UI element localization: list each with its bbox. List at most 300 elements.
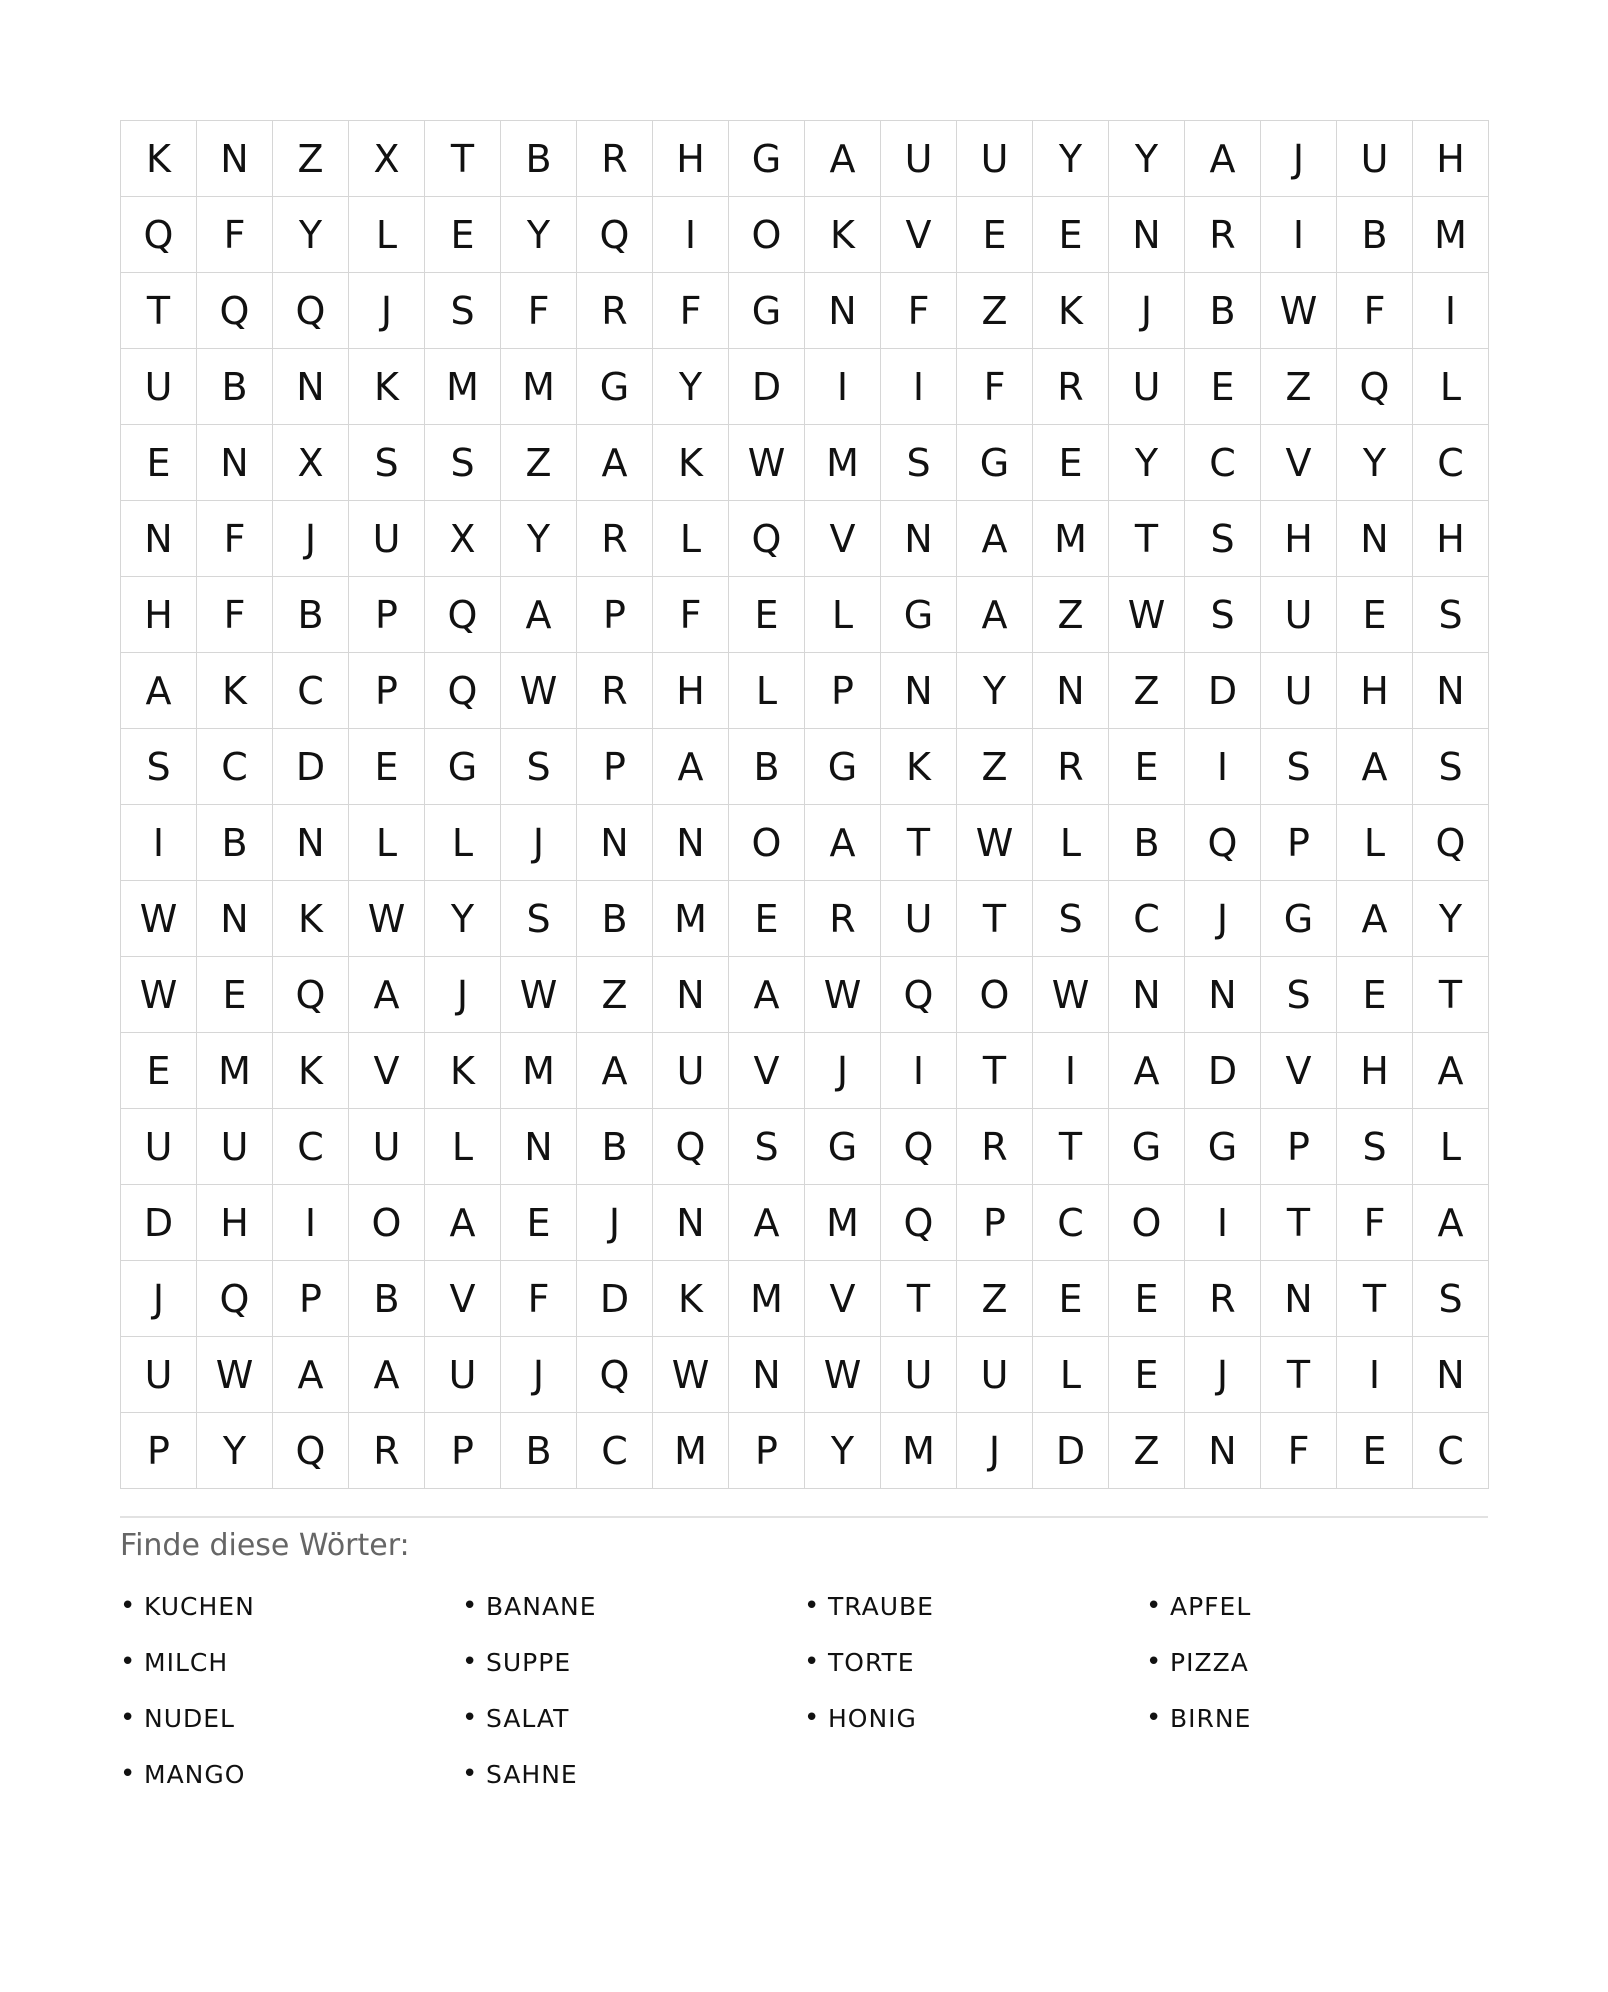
- grid-cell[interactable]: S: [729, 1109, 805, 1185]
- grid-cell[interactable]: Y: [805, 1413, 881, 1489]
- grid-cell[interactable]: P: [1261, 1109, 1337, 1185]
- grid-cell[interactable]: E: [349, 729, 425, 805]
- grid-cell[interactable]: H: [197, 1185, 273, 1261]
- grid-cell[interactable]: T: [957, 1033, 1033, 1109]
- grid-cell[interactable]: H: [653, 653, 729, 729]
- grid-cell[interactable]: A: [349, 1337, 425, 1413]
- grid-cell[interactable]: W: [729, 425, 805, 501]
- grid-cell[interactable]: Q: [577, 1337, 653, 1413]
- grid-cell[interactable]: B: [501, 121, 577, 197]
- grid-cell[interactable]: A: [577, 425, 653, 501]
- grid-cell[interactable]: F: [653, 577, 729, 653]
- grid-cell[interactable]: E: [1033, 197, 1109, 273]
- grid-cell[interactable]: W: [805, 1337, 881, 1413]
- grid-cell[interactable]: G: [729, 121, 805, 197]
- grid-cell[interactable]: Y: [1337, 425, 1413, 501]
- grid-cell[interactable]: L: [1413, 349, 1489, 425]
- grid-cell[interactable]: U: [121, 1109, 197, 1185]
- grid-cell[interactable]: D: [577, 1261, 653, 1337]
- grid-cell[interactable]: G: [881, 577, 957, 653]
- grid-cell[interactable]: R: [805, 881, 881, 957]
- grid-cell[interactable]: E: [957, 197, 1033, 273]
- grid-cell[interactable]: M: [653, 881, 729, 957]
- grid-cell[interactable]: W: [349, 881, 425, 957]
- grid-cell[interactable]: N: [881, 501, 957, 577]
- grid-cell[interactable]: X: [349, 121, 425, 197]
- grid-cell[interactable]: B: [197, 349, 273, 425]
- grid-cell[interactable]: C: [1185, 425, 1261, 501]
- grid-cell[interactable]: M: [653, 1413, 729, 1489]
- grid-cell[interactable]: T: [957, 881, 1033, 957]
- grid-cell[interactable]: Y: [1413, 881, 1489, 957]
- grid-cell[interactable]: N: [653, 957, 729, 1033]
- grid-cell[interactable]: T: [1109, 501, 1185, 577]
- grid-cell[interactable]: L: [1413, 1109, 1489, 1185]
- grid-cell[interactable]: M: [197, 1033, 273, 1109]
- grid-cell[interactable]: L: [1033, 1337, 1109, 1413]
- grid-cell[interactable]: I: [1337, 1337, 1413, 1413]
- grid-cell[interactable]: S: [1413, 577, 1489, 653]
- grid-cell[interactable]: P: [1261, 805, 1337, 881]
- grid-cell[interactable]: J: [1185, 881, 1261, 957]
- grid-cell[interactable]: R: [1185, 1261, 1261, 1337]
- grid-cell[interactable]: E: [1337, 577, 1413, 653]
- grid-cell[interactable]: K: [273, 881, 349, 957]
- grid-cell[interactable]: B: [1337, 197, 1413, 273]
- grid-cell[interactable]: V: [805, 1261, 881, 1337]
- grid-cell[interactable]: O: [1109, 1185, 1185, 1261]
- grid-cell[interactable]: U: [121, 1337, 197, 1413]
- grid-cell[interactable]: E: [729, 881, 805, 957]
- grid-cell[interactable]: I: [805, 349, 881, 425]
- grid-cell[interactable]: C: [1413, 1413, 1489, 1489]
- grid-cell[interactable]: D: [121, 1185, 197, 1261]
- grid-cell[interactable]: B: [1185, 273, 1261, 349]
- grid-cell[interactable]: J: [501, 805, 577, 881]
- grid-cell[interactable]: R: [577, 501, 653, 577]
- grid-cell[interactable]: N: [653, 805, 729, 881]
- grid-cell[interactable]: V: [1261, 425, 1337, 501]
- grid-cell[interactable]: G: [957, 425, 1033, 501]
- grid-cell[interactable]: D: [1185, 1033, 1261, 1109]
- grid-cell[interactable]: Y: [653, 349, 729, 425]
- grid-cell[interactable]: J: [1109, 273, 1185, 349]
- grid-cell[interactable]: O: [729, 805, 805, 881]
- grid-cell[interactable]: Q: [881, 957, 957, 1033]
- grid-cell[interactable]: E: [1109, 729, 1185, 805]
- grid-cell[interactable]: D: [273, 729, 349, 805]
- grid-cell[interactable]: U: [349, 1109, 425, 1185]
- grid-cell[interactable]: N: [729, 1337, 805, 1413]
- grid-cell[interactable]: N: [501, 1109, 577, 1185]
- grid-cell[interactable]: A: [957, 501, 1033, 577]
- grid-cell[interactable]: H: [1337, 653, 1413, 729]
- grid-cell[interactable]: Q: [653, 1109, 729, 1185]
- grid-cell[interactable]: P: [805, 653, 881, 729]
- grid-cell[interactable]: I: [1033, 1033, 1109, 1109]
- grid-cell[interactable]: B: [501, 1413, 577, 1489]
- grid-cell[interactable]: L: [653, 501, 729, 577]
- grid-cell[interactable]: R: [1185, 197, 1261, 273]
- grid-cell[interactable]: A: [1337, 729, 1413, 805]
- grid-cell[interactable]: J: [1261, 121, 1337, 197]
- grid-cell[interactable]: U: [197, 1109, 273, 1185]
- grid-cell[interactable]: W: [121, 957, 197, 1033]
- grid-cell[interactable]: Y: [501, 197, 577, 273]
- grid-cell[interactable]: S: [349, 425, 425, 501]
- grid-cell[interactable]: Q: [1337, 349, 1413, 425]
- grid-cell[interactable]: A: [805, 805, 881, 881]
- grid-cell[interactable]: S: [1033, 881, 1109, 957]
- grid-cell[interactable]: K: [805, 197, 881, 273]
- grid-cell[interactable]: S: [1413, 1261, 1489, 1337]
- grid-cell[interactable]: D: [1033, 1413, 1109, 1489]
- grid-cell[interactable]: Z: [957, 1261, 1033, 1337]
- grid-cell[interactable]: F: [197, 577, 273, 653]
- grid-cell[interactable]: P: [957, 1185, 1033, 1261]
- grid-cell[interactable]: D: [1185, 653, 1261, 729]
- grid-cell[interactable]: I: [881, 349, 957, 425]
- grid-cell[interactable]: Q: [881, 1185, 957, 1261]
- grid-cell[interactable]: G: [729, 273, 805, 349]
- grid-cell[interactable]: O: [729, 197, 805, 273]
- grid-cell[interactable]: Z: [1261, 349, 1337, 425]
- grid-cell[interactable]: N: [1261, 1261, 1337, 1337]
- grid-cell[interactable]: W: [805, 957, 881, 1033]
- grid-cell[interactable]: U: [121, 349, 197, 425]
- grid-cell[interactable]: M: [805, 1185, 881, 1261]
- grid-cell[interactable]: A: [1337, 881, 1413, 957]
- grid-cell[interactable]: Q: [425, 577, 501, 653]
- grid-cell[interactable]: N: [273, 805, 349, 881]
- grid-cell[interactable]: E: [1109, 1261, 1185, 1337]
- grid-cell[interactable]: U: [881, 881, 957, 957]
- grid-cell[interactable]: K: [121, 121, 197, 197]
- grid-cell[interactable]: Q: [1413, 805, 1489, 881]
- grid-cell[interactable]: Q: [881, 1109, 957, 1185]
- grid-cell[interactable]: N: [1185, 1413, 1261, 1489]
- grid-cell[interactable]: A: [653, 729, 729, 805]
- grid-cell[interactable]: Q: [577, 197, 653, 273]
- grid-cell[interactable]: C: [273, 1109, 349, 1185]
- grid-cell[interactable]: M: [425, 349, 501, 425]
- grid-cell[interactable]: H: [1413, 121, 1489, 197]
- grid-cell[interactable]: N: [881, 653, 957, 729]
- grid-cell[interactable]: R: [1033, 729, 1109, 805]
- grid-cell[interactable]: I: [653, 197, 729, 273]
- grid-cell[interactable]: A: [957, 577, 1033, 653]
- grid-cell[interactable]: I: [1185, 729, 1261, 805]
- grid-cell[interactable]: B: [197, 805, 273, 881]
- grid-cell[interactable]: L: [425, 805, 501, 881]
- grid-cell[interactable]: N: [1413, 653, 1489, 729]
- grid-cell[interactable]: E: [121, 1033, 197, 1109]
- grid-cell[interactable]: P: [577, 729, 653, 805]
- grid-cell[interactable]: Z: [957, 729, 1033, 805]
- grid-cell[interactable]: Q: [197, 273, 273, 349]
- grid-cell[interactable]: A: [805, 121, 881, 197]
- grid-cell[interactable]: J: [273, 501, 349, 577]
- grid-cell[interactable]: W: [1109, 577, 1185, 653]
- grid-cell[interactable]: V: [729, 1033, 805, 1109]
- grid-cell[interactable]: I: [1185, 1185, 1261, 1261]
- grid-cell[interactable]: N: [1109, 197, 1185, 273]
- grid-cell[interactable]: Y: [425, 881, 501, 957]
- grid-cell[interactable]: E: [425, 197, 501, 273]
- grid-cell[interactable]: S: [1261, 729, 1337, 805]
- grid-cell[interactable]: V: [1261, 1033, 1337, 1109]
- grid-cell[interactable]: Q: [197, 1261, 273, 1337]
- grid-cell[interactable]: V: [425, 1261, 501, 1337]
- grid-cell[interactable]: M: [1413, 197, 1489, 273]
- grid-cell[interactable]: E: [121, 425, 197, 501]
- grid-cell[interactable]: A: [349, 957, 425, 1033]
- grid-cell[interactable]: V: [805, 501, 881, 577]
- grid-cell[interactable]: A: [577, 1033, 653, 1109]
- grid-cell[interactable]: J: [501, 1337, 577, 1413]
- grid-cell[interactable]: C: [577, 1413, 653, 1489]
- grid-cell[interactable]: P: [273, 1261, 349, 1337]
- grid-cell[interactable]: H: [653, 121, 729, 197]
- grid-cell[interactable]: Z: [1109, 1413, 1185, 1489]
- grid-cell[interactable]: B: [349, 1261, 425, 1337]
- grid-cell[interactable]: K: [425, 1033, 501, 1109]
- grid-cell[interactable]: A: [729, 1185, 805, 1261]
- grid-cell[interactable]: C: [1413, 425, 1489, 501]
- grid-cell[interactable]: Q: [729, 501, 805, 577]
- grid-cell[interactable]: R: [577, 273, 653, 349]
- grid-cell[interactable]: S: [501, 729, 577, 805]
- grid-cell[interactable]: W: [197, 1337, 273, 1413]
- grid-cell[interactable]: M: [881, 1413, 957, 1489]
- grid-cell[interactable]: A: [273, 1337, 349, 1413]
- grid-cell[interactable]: F: [881, 273, 957, 349]
- grid-cell[interactable]: P: [425, 1413, 501, 1489]
- grid-cell[interactable]: L: [805, 577, 881, 653]
- grid-cell[interactable]: C: [1109, 881, 1185, 957]
- grid-cell[interactable]: U: [1337, 121, 1413, 197]
- grid-cell[interactable]: I: [881, 1033, 957, 1109]
- grid-cell[interactable]: T: [881, 805, 957, 881]
- grid-cell[interactable]: E: [1337, 957, 1413, 1033]
- grid-cell[interactable]: U: [881, 121, 957, 197]
- grid-cell[interactable]: S: [425, 273, 501, 349]
- grid-cell[interactable]: R: [577, 121, 653, 197]
- grid-cell[interactable]: L: [349, 197, 425, 273]
- grid-cell[interactable]: N: [1185, 957, 1261, 1033]
- grid-cell[interactable]: K: [273, 1033, 349, 1109]
- grid-cell[interactable]: S: [501, 881, 577, 957]
- grid-cell[interactable]: W: [501, 957, 577, 1033]
- grid-cell[interactable]: F: [501, 1261, 577, 1337]
- grid-cell[interactable]: U: [1261, 653, 1337, 729]
- grid-cell[interactable]: E: [1337, 1413, 1413, 1489]
- grid-cell[interactable]: M: [501, 349, 577, 425]
- grid-cell[interactable]: E: [501, 1185, 577, 1261]
- grid-cell[interactable]: J: [805, 1033, 881, 1109]
- grid-cell[interactable]: F: [1337, 273, 1413, 349]
- grid-cell[interactable]: R: [577, 653, 653, 729]
- grid-cell[interactable]: P: [121, 1413, 197, 1489]
- grid-cell[interactable]: F: [957, 349, 1033, 425]
- grid-cell[interactable]: I: [1261, 197, 1337, 273]
- grid-cell[interactable]: N: [577, 805, 653, 881]
- grid-cell[interactable]: S: [121, 729, 197, 805]
- grid-cell[interactable]: T: [121, 273, 197, 349]
- grid-cell[interactable]: B: [729, 729, 805, 805]
- grid-cell[interactable]: Y: [1033, 121, 1109, 197]
- grid-cell[interactable]: N: [197, 425, 273, 501]
- grid-cell[interactable]: N: [197, 121, 273, 197]
- grid-cell[interactable]: O: [349, 1185, 425, 1261]
- grid-cell[interactable]: U: [349, 501, 425, 577]
- grid-cell[interactable]: G: [805, 729, 881, 805]
- grid-cell[interactable]: P: [577, 577, 653, 653]
- grid-cell[interactable]: F: [1261, 1413, 1337, 1489]
- grid-cell[interactable]: B: [273, 577, 349, 653]
- grid-cell[interactable]: E: [729, 577, 805, 653]
- grid-cell[interactable]: G: [425, 729, 501, 805]
- grid-cell[interactable]: Q: [425, 653, 501, 729]
- grid-cell[interactable]: W: [1261, 273, 1337, 349]
- grid-cell[interactable]: W: [501, 653, 577, 729]
- grid-cell[interactable]: B: [577, 1109, 653, 1185]
- grid-cell[interactable]: F: [501, 273, 577, 349]
- grid-cell[interactable]: A: [1413, 1185, 1489, 1261]
- grid-cell[interactable]: C: [273, 653, 349, 729]
- grid-cell[interactable]: C: [1033, 1185, 1109, 1261]
- grid-cell[interactable]: R: [1033, 349, 1109, 425]
- grid-cell[interactable]: H: [121, 577, 197, 653]
- grid-cell[interactable]: H: [1413, 501, 1489, 577]
- grid-cell[interactable]: Q: [273, 957, 349, 1033]
- grid-cell[interactable]: N: [197, 881, 273, 957]
- grid-cell[interactable]: P: [349, 577, 425, 653]
- grid-cell[interactable]: W: [121, 881, 197, 957]
- grid-cell[interactable]: Z: [501, 425, 577, 501]
- grid-cell[interactable]: K: [653, 425, 729, 501]
- grid-cell[interactable]: J: [121, 1261, 197, 1337]
- grid-cell[interactable]: C: [197, 729, 273, 805]
- grid-cell[interactable]: U: [653, 1033, 729, 1109]
- grid-cell[interactable]: B: [577, 881, 653, 957]
- grid-cell[interactable]: F: [197, 501, 273, 577]
- grid-cell[interactable]: Z: [273, 121, 349, 197]
- grid-cell[interactable]: J: [1185, 1337, 1261, 1413]
- grid-cell[interactable]: O: [957, 957, 1033, 1033]
- grid-cell[interactable]: Y: [197, 1413, 273, 1489]
- grid-cell[interactable]: A: [1185, 121, 1261, 197]
- grid-cell[interactable]: J: [577, 1185, 653, 1261]
- grid-cell[interactable]: A: [1413, 1033, 1489, 1109]
- grid-cell[interactable]: S: [1185, 501, 1261, 577]
- grid-cell[interactable]: W: [1033, 957, 1109, 1033]
- grid-cell[interactable]: Z: [1033, 577, 1109, 653]
- grid-cell[interactable]: T: [1413, 957, 1489, 1033]
- grid-cell[interactable]: L: [425, 1109, 501, 1185]
- grid-cell[interactable]: A: [121, 653, 197, 729]
- grid-cell[interactable]: M: [1033, 501, 1109, 577]
- grid-cell[interactable]: F: [197, 197, 273, 273]
- grid-cell[interactable]: F: [653, 273, 729, 349]
- grid-cell[interactable]: L: [349, 805, 425, 881]
- grid-cell[interactable]: A: [1109, 1033, 1185, 1109]
- grid-cell[interactable]: I: [1413, 273, 1489, 349]
- grid-cell[interactable]: W: [957, 805, 1033, 881]
- grid-cell[interactable]: S: [1185, 577, 1261, 653]
- grid-cell[interactable]: U: [957, 1337, 1033, 1413]
- grid-cell[interactable]: V: [881, 197, 957, 273]
- grid-cell[interactable]: T: [1337, 1261, 1413, 1337]
- grid-cell[interactable]: U: [425, 1337, 501, 1413]
- grid-cell[interactable]: W: [653, 1337, 729, 1413]
- grid-cell[interactable]: N: [653, 1185, 729, 1261]
- grid-cell[interactable]: E: [1185, 349, 1261, 425]
- grid-cell[interactable]: Y: [501, 501, 577, 577]
- grid-cell[interactable]: H: [1337, 1033, 1413, 1109]
- grid-cell[interactable]: T: [425, 121, 501, 197]
- grid-cell[interactable]: U: [957, 121, 1033, 197]
- grid-cell[interactable]: U: [881, 1337, 957, 1413]
- grid-cell[interactable]: N: [1413, 1337, 1489, 1413]
- grid-cell[interactable]: P: [729, 1413, 805, 1489]
- grid-cell[interactable]: K: [197, 653, 273, 729]
- grid-cell[interactable]: Z: [957, 273, 1033, 349]
- grid-cell[interactable]: D: [729, 349, 805, 425]
- grid-cell[interactable]: T: [881, 1261, 957, 1337]
- grid-cell[interactable]: G: [1185, 1109, 1261, 1185]
- grid-cell[interactable]: S: [881, 425, 957, 501]
- grid-cell[interactable]: F: [1337, 1185, 1413, 1261]
- grid-cell[interactable]: K: [1033, 273, 1109, 349]
- grid-cell[interactable]: Z: [1109, 653, 1185, 729]
- grid-cell[interactable]: L: [1033, 805, 1109, 881]
- grid-cell[interactable]: A: [425, 1185, 501, 1261]
- grid-cell[interactable]: N: [121, 501, 197, 577]
- grid-cell[interactable]: H: [1261, 501, 1337, 577]
- grid-cell[interactable]: K: [653, 1261, 729, 1337]
- grid-cell[interactable]: N: [805, 273, 881, 349]
- grid-cell[interactable]: E: [1109, 1337, 1185, 1413]
- grid-cell[interactable]: N: [273, 349, 349, 425]
- grid-cell[interactable]: S: [1261, 957, 1337, 1033]
- grid-cell[interactable]: T: [1261, 1337, 1337, 1413]
- grid-cell[interactable]: E: [1033, 425, 1109, 501]
- grid-cell[interactable]: Y: [273, 197, 349, 273]
- grid-cell[interactable]: J: [349, 273, 425, 349]
- grid-cell[interactable]: U: [1261, 577, 1337, 653]
- grid-cell[interactable]: Q: [273, 1413, 349, 1489]
- grid-cell[interactable]: U: [1109, 349, 1185, 425]
- grid-cell[interactable]: G: [1261, 881, 1337, 957]
- grid-cell[interactable]: S: [1413, 729, 1489, 805]
- grid-cell[interactable]: N: [1033, 653, 1109, 729]
- grid-cell[interactable]: M: [501, 1033, 577, 1109]
- grid-cell[interactable]: S: [425, 425, 501, 501]
- grid-cell[interactable]: E: [197, 957, 273, 1033]
- grid-cell[interactable]: X: [273, 425, 349, 501]
- grid-cell[interactable]: M: [805, 425, 881, 501]
- grid-cell[interactable]: N: [1337, 501, 1413, 577]
- grid-cell[interactable]: B: [1109, 805, 1185, 881]
- grid-cell[interactable]: E: [1033, 1261, 1109, 1337]
- grid-cell[interactable]: J: [957, 1413, 1033, 1489]
- grid-cell[interactable]: A: [501, 577, 577, 653]
- grid-cell[interactable]: Q: [121, 197, 197, 273]
- grid-cell[interactable]: Q: [1185, 805, 1261, 881]
- grid-cell[interactable]: L: [729, 653, 805, 729]
- grid-cell[interactable]: I: [121, 805, 197, 881]
